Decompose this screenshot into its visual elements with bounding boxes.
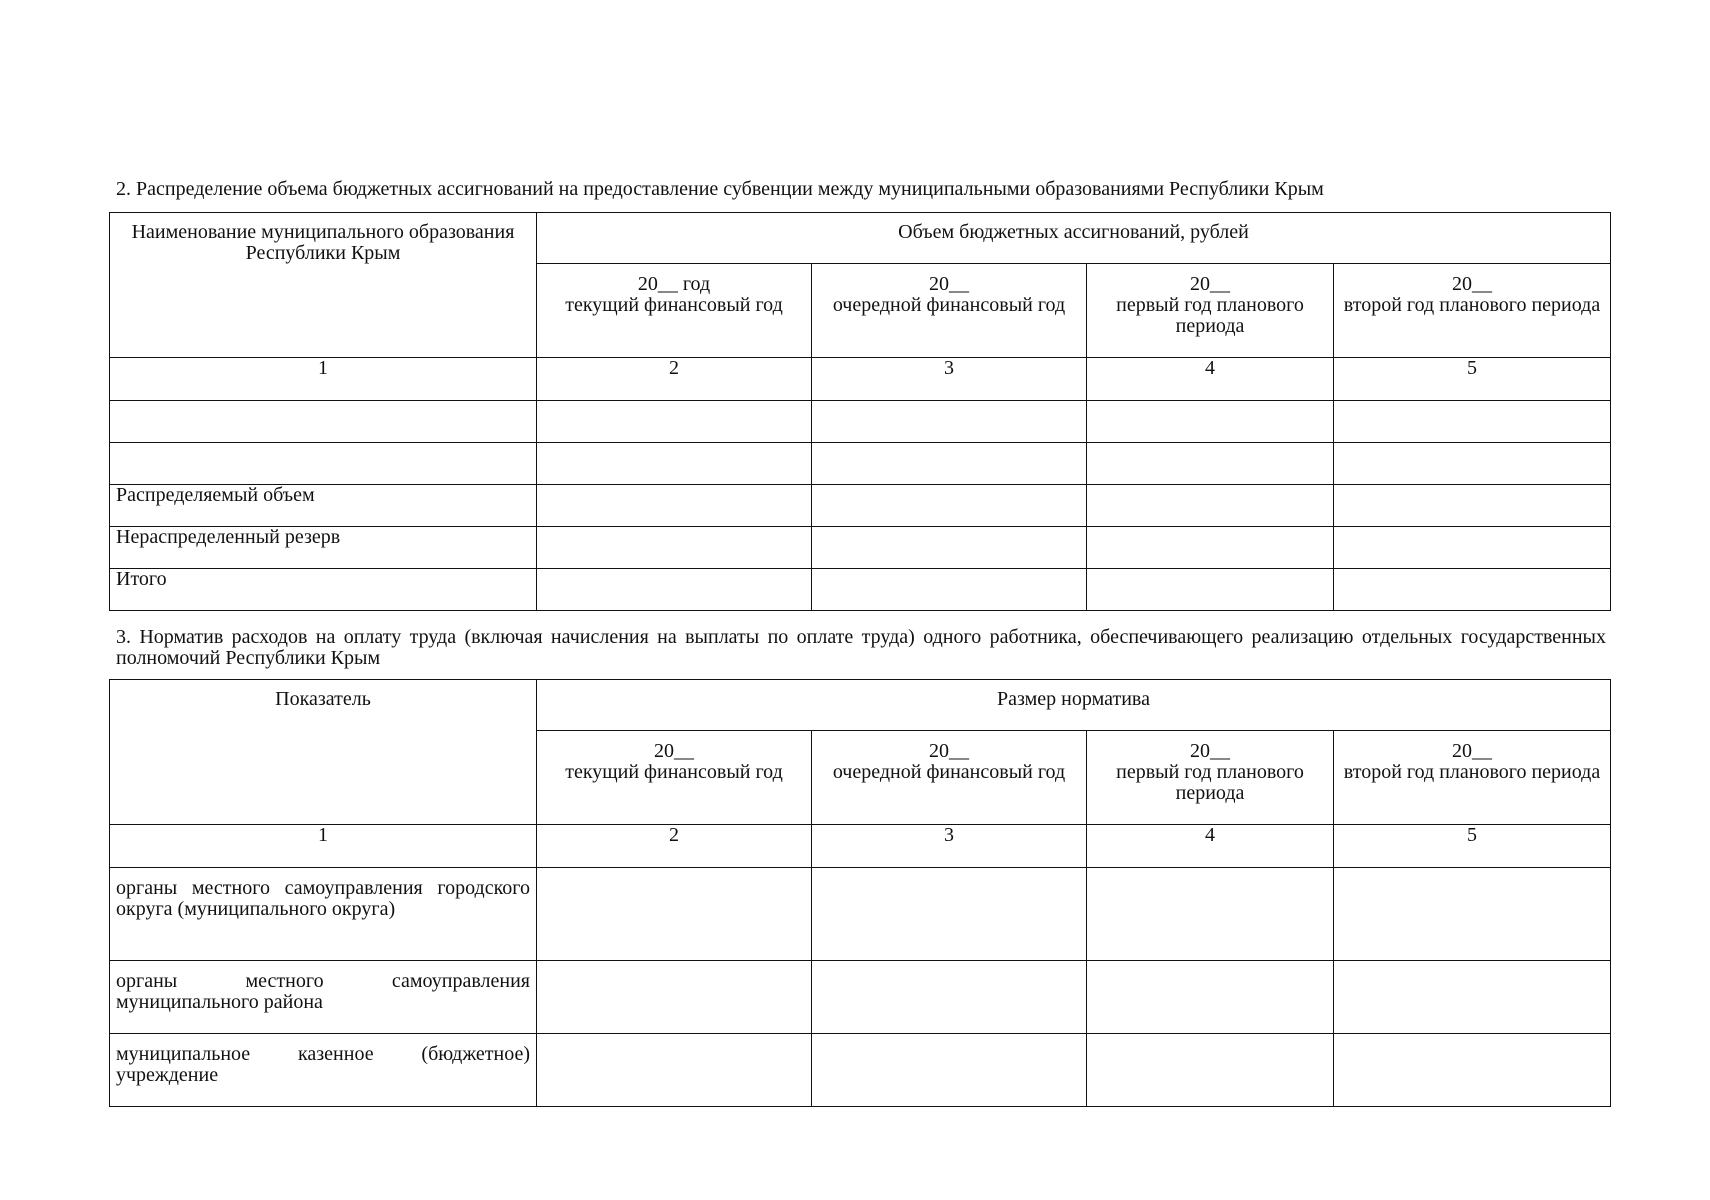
value-cell <box>537 401 812 443</box>
value-cell <box>537 527 812 569</box>
column-number: 2 <box>537 358 812 401</box>
appropriations-group-header: Объем бюджетных ассигнований, рублей <box>537 213 1611 264</box>
year-label: второй год планового периода <box>1343 761 1601 783</box>
year-label: текущий финансовый год <box>565 761 783 783</box>
column-number: 5 <box>1334 358 1611 401</box>
table-row <box>110 868 1611 961</box>
table-row <box>110 401 1611 443</box>
value-cell <box>1334 868 1611 961</box>
year-label: первый год планового периода <box>1116 761 1304 804</box>
value-cell <box>812 868 1087 961</box>
value-cell <box>537 868 812 961</box>
year-placeholder: 20__ <box>1190 273 1230 295</box>
value-cell <box>812 443 1087 485</box>
value-cell <box>812 961 1087 1034</box>
column-number: 4 <box>1087 825 1334 868</box>
year-label: текущий финансовый год <box>565 294 783 316</box>
value-cell <box>537 569 812 611</box>
column-number: 5 <box>1334 825 1611 868</box>
value-cell <box>812 485 1087 527</box>
table-row <box>110 485 1611 527</box>
value-cell <box>1334 443 1611 485</box>
row-label: Распределяемый объем <box>110 485 537 527</box>
year-header-plan-2 <box>1334 264 1611 358</box>
indicator-header: Показатель <box>110 680 537 825</box>
row-label: органы местного самоуправления муниципального района <box>110 961 537 1034</box>
row-label: органы местного самоуправления городского округа (муниципального округа) <box>110 868 537 961</box>
year-placeholder: 20__ год <box>637 273 711 295</box>
norm-size-group-header: Размер норматива <box>537 680 1611 731</box>
year-label: очередной финансовый год <box>832 761 1066 783</box>
value-cell <box>1087 961 1334 1034</box>
column-number: 1 <box>110 358 537 401</box>
value-cell <box>812 401 1087 443</box>
year-label: первый год планового периода <box>1116 294 1304 337</box>
value-cell <box>537 1034 812 1107</box>
section-3-heading: 3. Норматив расходов на оплату труда (включая начисления на выплаты по оплате труда) одного работника, обеспечивающего реализацию отдельных государственных полномочий Республики Крым <box>116 626 1606 669</box>
value-cell <box>1087 527 1334 569</box>
row-label: Итого <box>110 569 537 611</box>
section-2-heading: 2. Распределение объема бюджетных ассигнований на предоставление субвенции между муниципальными образованиями Республики Крым <box>116 178 1324 200</box>
value-cell <box>1334 401 1611 443</box>
year-header-current <box>537 264 812 358</box>
year-placeholder: 20__ <box>1190 740 1230 762</box>
value-cell <box>1087 1034 1334 1107</box>
value-cell <box>1087 443 1334 485</box>
year-header-next <box>812 731 1087 825</box>
value-cell <box>1334 569 1611 611</box>
value-cell <box>1334 485 1611 527</box>
table-row <box>110 443 1611 485</box>
year-label: очередной финансовый год <box>832 294 1066 316</box>
row-label <box>110 443 537 485</box>
value-cell <box>812 569 1087 611</box>
year-label: второй год планового периода <box>1343 294 1601 316</box>
table-row <box>110 961 1611 1034</box>
value-cell <box>1334 1034 1611 1107</box>
column-number: 4 <box>1087 358 1334 401</box>
column-number: 3 <box>812 825 1087 868</box>
year-placeholder: 20__ <box>929 273 969 295</box>
table-row <box>110 527 1611 569</box>
value-cell <box>1087 401 1334 443</box>
municipality-name-header: Наименование муниципального образования Республики Крым <box>110 213 537 358</box>
value-cell <box>537 485 812 527</box>
year-header-next <box>812 264 1087 358</box>
row-label <box>110 401 537 443</box>
value-cell <box>1334 527 1611 569</box>
year-header-current <box>537 731 812 825</box>
year-header-plan-1 <box>1087 731 1334 825</box>
year-header-plan-1 <box>1087 264 1334 358</box>
year-header-plan-2 <box>1334 731 1611 825</box>
value-cell <box>1087 569 1334 611</box>
column-number: 3 <box>812 358 1087 401</box>
value-cell <box>537 443 812 485</box>
row-label: Нераспределенный резерв <box>110 527 537 569</box>
year-placeholder: 20__ <box>929 740 969 762</box>
column-number: 1 <box>110 825 537 868</box>
wage-norm-table <box>109 679 1611 1107</box>
value-cell <box>537 961 812 1034</box>
row-label: муниципальное казенное (бюджетное) учреждение <box>110 1034 537 1107</box>
table-row <box>110 569 1611 611</box>
value-cell <box>1087 485 1334 527</box>
value-cell <box>1087 868 1334 961</box>
value-cell <box>812 1034 1087 1107</box>
allocation-table <box>109 212 1611 611</box>
value-cell <box>812 527 1087 569</box>
table-row <box>110 1034 1611 1107</box>
year-placeholder: 20__ <box>654 740 694 762</box>
column-number: 2 <box>537 825 812 868</box>
value-cell <box>1334 961 1611 1034</box>
year-placeholder: 20__ <box>1452 740 1492 762</box>
year-placeholder: 20__ <box>1452 273 1492 295</box>
